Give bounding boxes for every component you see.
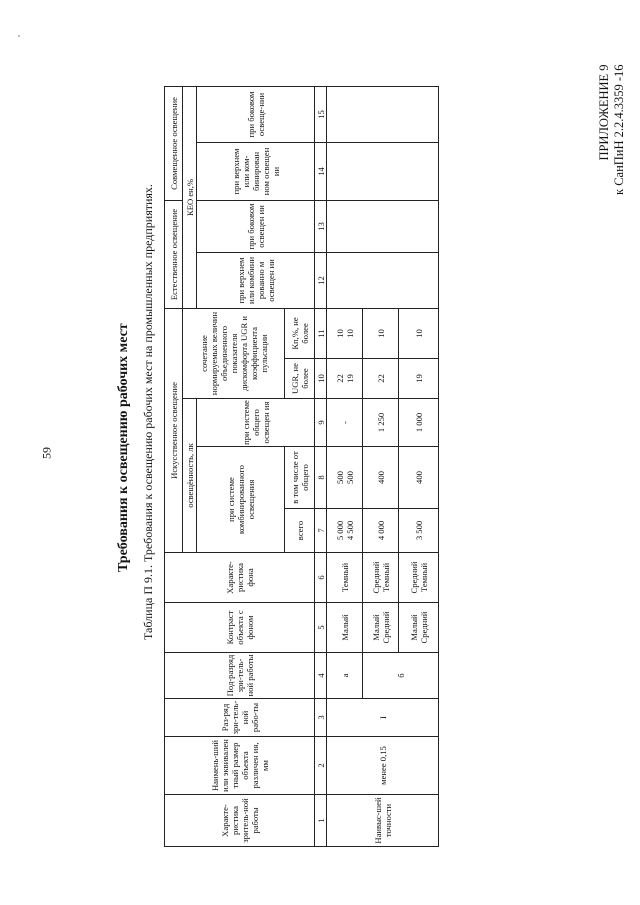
header-work-subrank: Под-разряд зри-тель-ной работы: [165, 653, 315, 699]
cell-total: 3 500: [399, 509, 439, 553]
header-natural-side: при боковом освещен ии: [197, 200, 315, 252]
header-natural-top: при верхнем или комбини рованно м освещен ии: [197, 252, 315, 308]
cell-total: 5 000 4 500: [327, 509, 363, 553]
col-number: 6: [315, 553, 327, 603]
scan-speck: [18, 35, 20, 37]
col-number: 1: [315, 795, 327, 847]
cell-ugr: 22 19: [327, 359, 363, 399]
cell-incl-general: 400: [363, 447, 399, 509]
col-number: 9: [315, 399, 327, 447]
cell-incl-general: 400: [399, 447, 439, 509]
header-artificial-lighting: Искусственное освещение: [165, 308, 183, 552]
col-number: 10: [315, 359, 327, 399]
cell-kp: 10 10: [327, 308, 363, 358]
cell-general-system: -: [327, 399, 363, 447]
header-combined-lighting: Совмещенное освещение: [165, 86, 183, 200]
col-number: 12: [315, 252, 327, 308]
header-work-rank: Раз-ряд зри-тель-ной рабо-ты: [165, 699, 315, 737]
cell-combined-top: [327, 142, 439, 200]
row-visual-work: Наивыс-шей точности: [327, 795, 439, 847]
document-heading: Требования к освещению рабочих мест: [116, 323, 131, 572]
col-number: 5: [315, 603, 327, 653]
header-illuminance: освещённость, лк: [183, 399, 197, 553]
col-number: 7: [315, 509, 327, 553]
cell-general-system: 1 000: [399, 399, 439, 447]
col-number: 11: [315, 308, 327, 358]
row-work-rank: I: [327, 699, 439, 737]
header-norm-combination: сочетание нормируемых величин объединенного показателя дискомфорта UGR и коэффициента пульсации: [183, 308, 285, 398]
cell-incl-general: 500 500: [327, 447, 363, 509]
cell-total: 4 000: [363, 509, 399, 553]
appendix-header: [597, 64, 627, 195]
cell-kp: 10: [363, 308, 399, 358]
header-general-system: при системе общего освещен ия: [197, 399, 315, 447]
header-incl-general: в том числе от общего: [285, 447, 315, 509]
cell-background: Темный: [327, 553, 363, 603]
col-number: 15: [315, 86, 327, 142]
lighting-requirements-table: [164, 87, 438, 847]
cell-background: Средний Темный: [363, 553, 399, 603]
cell-natural-side: [327, 200, 439, 252]
col-number: 8: [315, 447, 327, 509]
header-combined-top: при верхнем или ком-бинирован ном освещен ии: [197, 142, 315, 200]
header-combined-side: при боковом освеще-нии: [197, 86, 315, 142]
cell-ugr: 19: [399, 359, 439, 399]
header-contrast: Контраст объекта с фоном: [165, 603, 315, 653]
cell-combined-side: [327, 86, 439, 142]
row-object-size: менее 0,15: [327, 737, 439, 795]
header-kp: Кп,%, не более: [285, 308, 315, 358]
col-number: 3: [315, 699, 327, 737]
table-caption: Таблица П 9.1. Требования к освещению рабочих мест на промышленных предприятиях.: [141, 184, 155, 640]
header-background: Характе-ристика фона: [165, 553, 315, 603]
appendix-reference: к СанПиН 2.2.4.3359 -16: [612, 64, 626, 195]
cell-contrast: Малый: [327, 603, 363, 653]
cell-general-system: 1 250: [363, 399, 399, 447]
col-number: 2: [315, 737, 327, 795]
cell-ugr: 22: [363, 359, 399, 399]
cell-contrast: Малый Средний: [399, 603, 439, 653]
header-keo: КЕО ен,%: [183, 86, 197, 308]
col-number: 13: [315, 200, 327, 252]
row-subrank-a: а: [327, 653, 363, 699]
cell-natural-top: [327, 252, 439, 308]
cell-contrast: Малый Средний: [363, 603, 399, 653]
header-combined-system: при системе комбинированного освещения: [197, 447, 285, 553]
header-object-size: Наимень-ший или эквивален тный размер объекта различен ия, мм: [165, 737, 315, 795]
header-ugr: UGR, не более: [285, 359, 315, 399]
cell-kp: 10: [399, 308, 439, 358]
col-number: 4: [315, 653, 327, 699]
cell-background: Средний Темный: [399, 553, 439, 603]
col-number: 14: [315, 142, 327, 200]
row-subrank-b: б: [363, 653, 439, 699]
header-total: всего: [285, 509, 315, 553]
appendix-title: ПРИЛОЖЕНИЕ 9: [597, 64, 611, 161]
page-number: 59: [39, 447, 54, 459]
header-natural-lighting: Естественное освещение: [165, 200, 183, 308]
header-visual-work: Характе-ристика зритель-ной работы: [165, 795, 315, 847]
